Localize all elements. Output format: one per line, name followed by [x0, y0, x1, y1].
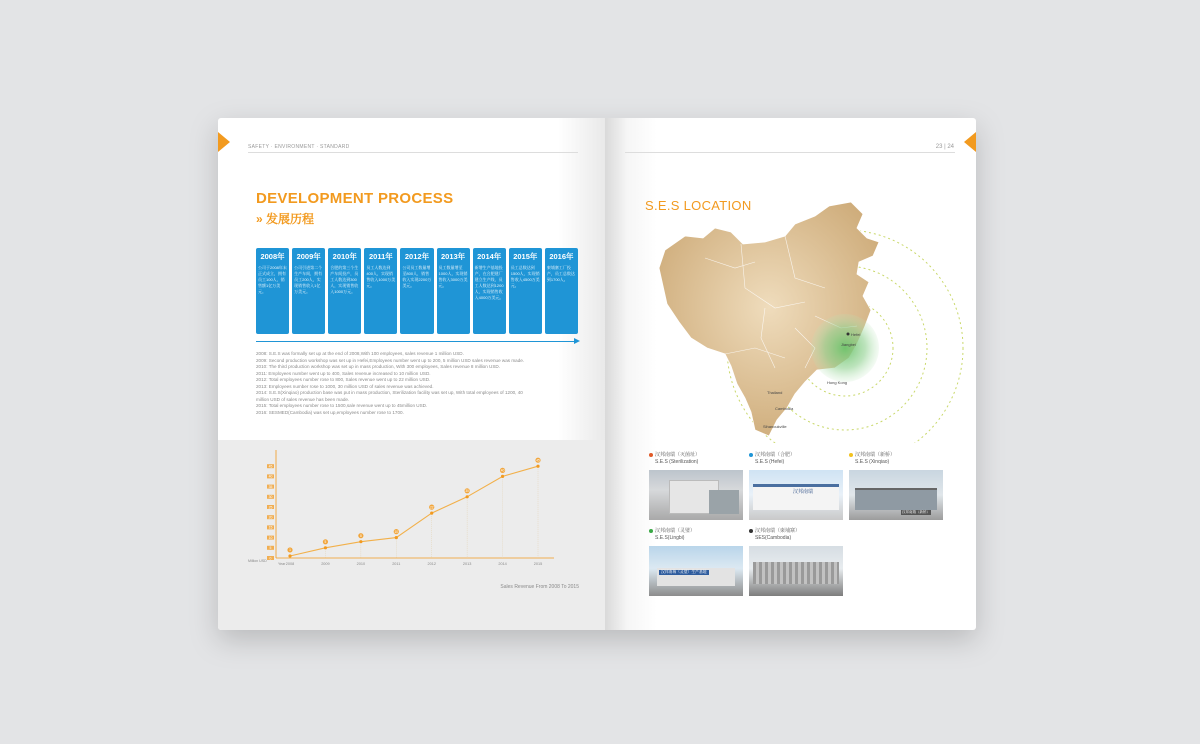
location-label-sterilization: 汉邦南瑞（灭菌址） S.E.S (Sterilization) [649, 452, 700, 465]
data-point [430, 512, 433, 515]
history-notes [256, 351, 586, 416]
left-page [218, 118, 605, 630]
location-label-xinqiao: 汉邦南瑞（新桥） S.E.S (Xinqiao) [849, 452, 895, 465]
photo-sterilization [649, 470, 743, 520]
timeline-year: 2010年 [332, 252, 357, 261]
location-label-hefei: 汉邦南瑞（合肥） S.E.S (Hefei) [749, 452, 795, 465]
header-triangle-marker [218, 132, 230, 152]
history-note: million USD of sales revenue has been made. [256, 396, 350, 402]
data-label: 1 [289, 548, 291, 553]
timeline-card [256, 248, 289, 334]
x-tick-label: 2010 [356, 562, 366, 566]
x-tick-label: 2008 [285, 562, 295, 566]
timeline-year: 2008年 [260, 252, 285, 261]
timeline-card [400, 248, 433, 334]
data-point [466, 495, 469, 498]
data-label: 10 [394, 529, 399, 534]
history-note: 2010: The third production workshop was set up in mass production, With 300 employees, Sales revenue 8 million USD. [256, 364, 501, 369]
y-axis-label: Million USD [248, 559, 267, 563]
timeline-year: 2013年 [441, 252, 466, 261]
photo-hefei [749, 470, 843, 520]
history-note: 2011: Employees number went up to 400, Sales revenue increased to 10 million USD. [256, 370, 431, 376]
timeline-card [509, 248, 542, 334]
header-rule [248, 152, 578, 153]
data-label: 45 [536, 458, 540, 463]
timeline-text: 公司于2008年末正式成立，拥有员工100人，销售额1亿万美元。 [258, 265, 287, 294]
header-rule [625, 152, 955, 153]
timeline-text: 公司引进第二个生产车间，拥有员工200人，实现销售收入1亿万美元。 [294, 265, 323, 294]
history-note: 2009: Second production workshop was set up in Hefei,Employees number went up to 200, 5 million USD sales revenue was made. [256, 357, 525, 363]
data-point [501, 475, 504, 478]
location-title: S.E.S LOCATION [645, 198, 752, 213]
sales-revenue-chart [218, 440, 605, 630]
x-axis-label: Year [278, 562, 286, 566]
history-note: 2013: Employees number rose to 1000, 30 million USD of sales revenue was achieved. [256, 383, 434, 389]
timeline-card [437, 248, 470, 334]
page-subtitle [256, 210, 314, 227]
city-label: Cambodia [775, 406, 794, 411]
timeline-card [328, 248, 361, 334]
timeline-year: 2014年 [477, 252, 502, 261]
page-subtitle-text: 发展历程 [266, 212, 315, 226]
timeline-year: 2012年 [404, 252, 430, 261]
y-tick-label: 35 [268, 484, 273, 489]
coverage-highlight [811, 314, 879, 382]
timeline-arrow [256, 341, 578, 342]
photo-lingbi [649, 546, 743, 596]
location-dot [749, 529, 753, 533]
location-dot [649, 453, 653, 457]
data-point [536, 465, 539, 468]
chart-caption: Sales Revenue From 2008 To 2015 [500, 584, 579, 590]
data-label: 8 [359, 533, 362, 538]
y-tick-label: 30 [268, 495, 273, 500]
data-point [324, 546, 327, 549]
city-marker [847, 333, 850, 336]
x-tick-label: 2013 [462, 562, 472, 566]
timeline-text: 员工人数达到400人，实现销售收入1000万美元。 [366, 265, 396, 288]
location-dot [849, 453, 853, 457]
chevron-double-icon: » [256, 212, 263, 226]
timeline-text: 公司员工数量增至800人，销售收入实现2200万美元。 [402, 265, 432, 288]
right-page [605, 118, 976, 630]
timeline-year: 2016年 [549, 252, 574, 261]
y-tick-label: 15 [268, 525, 273, 530]
location-label-lingbi: 汉邦南瑞（灵璧） S.E.S(Lingbi) [649, 528, 695, 541]
photo-cambodia [749, 546, 843, 596]
data-label: 30 [465, 489, 469, 493]
brochure-spread [208, 118, 986, 630]
y-tick-label: 45 [268, 464, 273, 469]
china-map [645, 198, 975, 443]
timeline-year: 2011年 [368, 252, 393, 261]
page-number: 23 | 24 [935, 144, 954, 150]
timeline-year: 2015年 [513, 252, 538, 261]
x-tick-label: 2015 [533, 562, 543, 566]
timeline-card [292, 248, 325, 334]
y-tick-label: 5 [269, 546, 272, 551]
city-label: Jiangbei [841, 342, 856, 347]
page-title: DEVELOPMENT PROCESS [256, 190, 454, 207]
timeline-text: 柬埔寨工厂投产，员工总数达到1700人。 [546, 265, 575, 282]
x-tick-label: 2014 [498, 562, 507, 566]
timeline-card [364, 248, 397, 334]
timeline-text: 员工总数达到1500人，实现销售收入4500万美元。 [510, 265, 540, 288]
data-point [288, 554, 291, 557]
timeline-text: 新增生产基地投产，在合肥建厂建立生产线，员工人数达到1200人，实现销售收入4000万美元。 [474, 265, 504, 300]
x-tick-label: 2012 [427, 562, 436, 566]
header-text: SAFETY · ENVIRONMENT · STANDARD [248, 144, 350, 150]
y-tick-label: 25 [268, 505, 273, 510]
location-dot [749, 453, 753, 457]
y-tick-label: 0 [269, 556, 272, 561]
timeline-text: 员工数量增至1000人，实现销售收入3000万美元。 [438, 265, 468, 288]
location-dot [649, 529, 653, 533]
x-tick-label: 2011 [392, 562, 401, 566]
photo-xinqiao [849, 470, 943, 520]
history-note: 2016: SESMED(Cambodia) was set up,employees number rose to 1700. [256, 409, 404, 415]
history-note: 2012: Total employees number rose to 800, Sales revenue went up to 22 million USD. [256, 377, 431, 382]
building-sign: 汉邦南瑞（灵璧）生产基地 [661, 570, 707, 574]
history-note: 2015: Total employees number rose to 1500,sale revenue went up to 45million USD. [256, 403, 428, 408]
city-label: Sihanoukville [763, 424, 787, 429]
location-label-cambodia: 汉邦南瑞（柬埔寨） SES(Cambodia) [749, 528, 800, 541]
data-label: 22 [429, 505, 434, 510]
timeline-card [473, 248, 506, 334]
city-label: Hefei [851, 332, 861, 337]
city-label: Thailand [767, 390, 783, 395]
y-tick-label: 40 [268, 474, 273, 479]
city-label: Hong Kong [827, 380, 848, 385]
header-triangle-marker [964, 132, 976, 152]
data-label: 40 [500, 468, 505, 473]
data-point [359, 540, 362, 543]
building-sign: 汉邦南瑞（新桥） [902, 510, 930, 514]
history-note: 2008: S.E.S was formally set up at the end of 2008,With 100 employees, sales revenue 1 million USD. [256, 351, 464, 356]
building-sign: 汉邦南瑞 [793, 489, 814, 495]
y-tick-label: 10 [268, 535, 273, 540]
y-tick-label: 20 [268, 515, 273, 520]
data-label: 5 [324, 540, 327, 544]
history-note: 2014: S.E.S(Xinqiao) production base was put in mass production, Sterilization facility was set up, With total employees of 1200, 40 [256, 390, 523, 395]
timeline-card [545, 248, 578, 334]
timeline-text: 合肥的第三个生产车间投产，员工人数达到300人，实现销售收入1000万元。 [330, 265, 359, 294]
timeline [256, 248, 578, 334]
data-point [395, 536, 398, 539]
x-tick-label: 2009 [321, 562, 330, 566]
timeline-year: 2009年 [296, 252, 321, 261]
